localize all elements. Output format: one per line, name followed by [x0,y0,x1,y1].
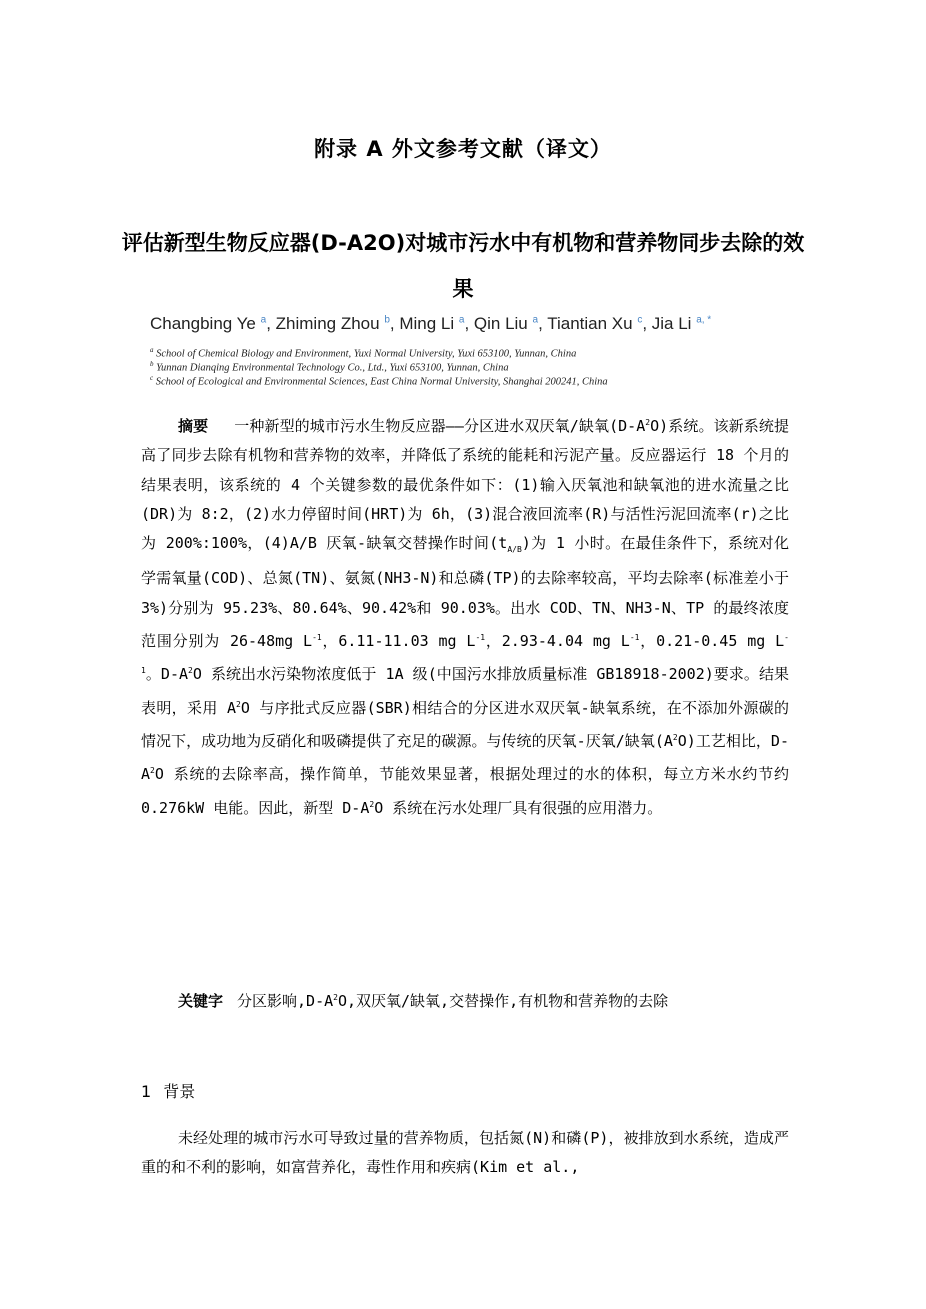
author-separator: , [266,314,276,333]
author-name: Changbing Ye [150,314,256,333]
text-run: -1 [312,633,322,643]
text-run: O 系统出水污染物浓度低于 1A 级(中国污水排放质量标准 GB18918-2002)要求。结果表明，采用 A [141,665,789,717]
author-name: Tiantian Xu [547,314,633,333]
text-run: -1 [475,633,486,643]
author-separator: , [538,314,548,333]
author-affiliation-mark: a [532,314,539,326]
text-run: O 与序批式反应器(SBR)相结合的分区进水双厌氧-缺氧系统，在不添加外源碳的情况下，成功地为反硝化和吸磷提供了充足的碳源。与传统的厌氧-厌氧/缺氧(A [141,698,790,750]
text-run: -1 [629,633,640,643]
text-run: O,双厌氧/缺氧,交替操作,有机物和营养物的去除 [337,992,669,1010]
section-number: 1 [141,1082,152,1101]
text-run: 2 [645,418,651,427]
text-run: 2 [236,699,241,709]
author-list [150,314,850,334]
affiliation-mark: c [150,374,154,382]
author-separator: , [389,314,400,333]
section-paragraph: 未经处理的城市污水可导致过量的营养物质，包括氮(N)和磷(P)，被排放到水系统，造成严重的和不利的影响，如富营养化，毒性作用和疾病(Kim et al., [141,1129,789,1177]
affiliation-text: Yunnan Dianqing Environmental Technology Co., Ltd., Yuxi 653100, Yunnan, China [156,362,509,374]
affiliation-text: School of Ecological and Environmental Sciences, East China Normal University, Shanghai 200241, China [155,376,608,388]
author-name: Ming Li [399,314,455,333]
author-affiliation-mark: a [458,314,465,326]
text-run: O 系统的去除率高，操作简单，节能效果显著，根据处理过的水的体积，每立方米水约节约 0.276kW 电能。因此，新型 D-A [141,765,789,817]
affiliation-mark: a [150,346,154,354]
keywords-heading: 关键字 [178,992,224,1010]
text-run: ，6.11-11.03 mg L [321,632,476,651]
text-run: O)系统。该新系统提高了同步去除有机物和营养物的效率，并降低了系统的能耗和污泥产量。反应器运行 18 个月的结果表明，该系统的 4 个关键参数的最优条件如下：(1)输入厌氧池和缺氧池的进水流量之比(DR)为 8:2，(2)水力停留时间(HRT)为 6h，(3)混合液回流率(R)与活性污泥回流率(r)之比为 200%:100%，(4)A/B 厌氧-缺氧交替操作时间(t [141,417,790,553]
text-run: O)工艺相比，D-A [141,731,789,784]
affiliation-a [150,346,850,360]
text-run: A/B [507,545,522,555]
author-separator: , [642,314,652,333]
author-name: Jia Li [651,314,692,333]
text-run: ，0.21-0.45 mg L [639,632,785,651]
text-run: 2 [369,799,375,809]
affiliation-text: School of Chemical Biology and Environment, Yuxi Normal University, Yuxi 653100, Yunnan, China [156,348,577,360]
text-run: O 系统在污水处理厂具有很强的应用潜力。 [374,798,663,817]
appendix-title: 附录 A 外文参考文献（译文） [314,137,612,161]
text-run: -1 [141,633,789,676]
abstract-paragraph [141,408,789,823]
text-run: 一种新型的城市污水生物反应器——分区进水双厌氧/缺氧(D-A [234,417,646,435]
author-affiliation-mark: b [384,314,390,326]
abstract-body [141,417,789,817]
author-name: Qin Liu [473,314,528,333]
affiliation-c [150,374,850,388]
affiliation-mark: b [150,360,154,368]
text-run: 2 [672,732,678,742]
text-run: 2 [150,766,155,776]
author-separator: , [464,314,474,333]
section-title: 背景 [163,1082,196,1101]
affiliation-b [150,360,850,374]
text-run: 。D-A [145,665,189,684]
paper-title: 评估新型生物反应器(D-A2O)对城市污水中有机物和营养物同步去除的效果 [121,231,805,301]
text-run: 分区影响,D-A [237,992,334,1010]
text-run: 2 [188,666,193,676]
keywords-body [237,992,668,1010]
author-affiliation-mark: c [637,314,643,326]
section-heading [141,1079,195,1102]
keywords-line [178,990,798,1011]
author-affiliation-mark: a [260,314,267,326]
text-run: )为 1 小时。在最佳条件下，系统对化学需氧量(COD)、总氮(TN)、氨氮(NH3-N)和总磷(TP)的去除率较高，平均去除率(标准差小于 3%)分别为 95.23%、80.64%、90.42%和 90.03%。出水 COD、TN、NH3-N、TP 的最终浓度范围分别为 26-48mg L [141,534,789,651]
text-run: 2 [333,993,338,1002]
author-affiliation-mark: a, * [696,314,712,326]
abstract-heading: 摘要 [178,417,209,435]
text-run: ，2.93-4.04 mg L [485,632,630,651]
author-name: Zhiming Zhou [275,314,380,333]
